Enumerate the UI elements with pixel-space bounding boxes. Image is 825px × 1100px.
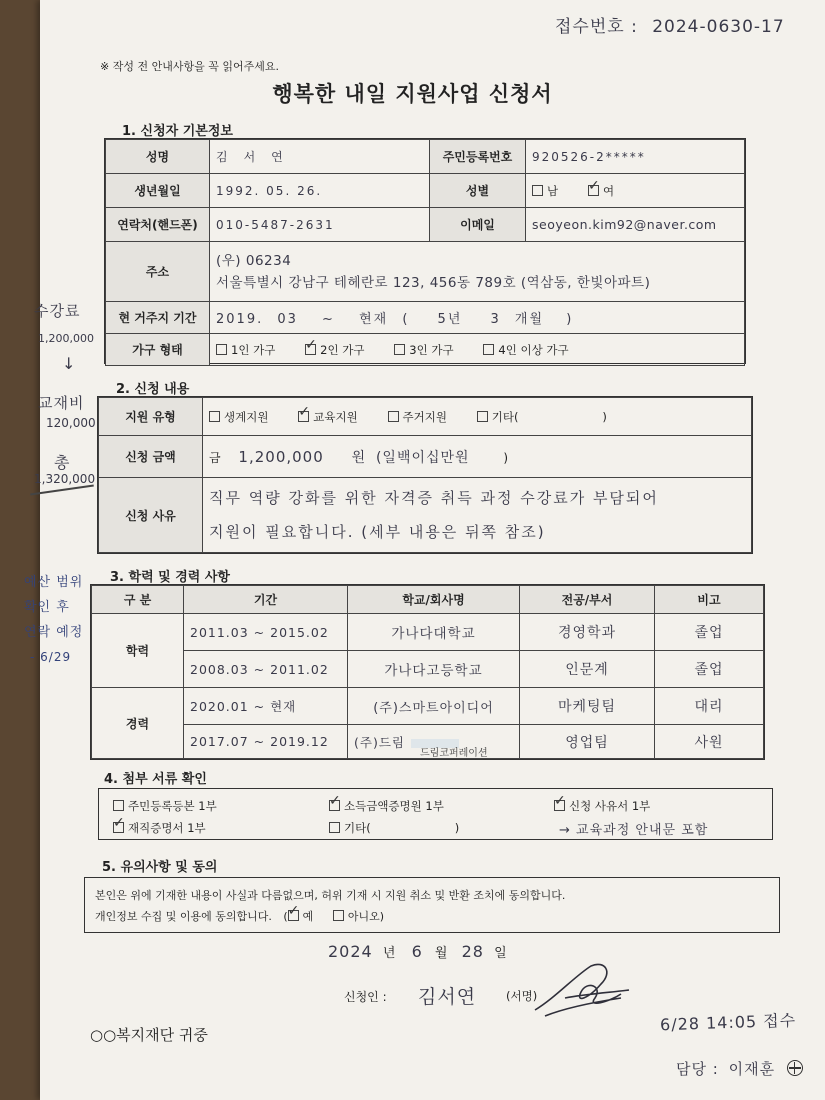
career-label: 경력 [92,688,184,759]
agree-no-label: 아니오 [347,910,380,923]
support-option-label: 기타( [491,409,519,424]
email-value: seoyeon.kim92@naver.com [526,208,745,242]
attachments-box [98,788,773,840]
notice-text: ※ 작성 전 안내사항을 꼭 읽어주세요. [100,60,279,73]
row-org: (주)스마트아이디어 [348,688,520,725]
margin-budget-1: 예산 범위 [24,575,84,590]
checkbox-icon [532,185,543,196]
gender-label: 성별 [430,174,526,208]
section-4-heading: 4. 첨부 서류 확인 [104,772,207,787]
basic-info-table [104,138,746,364]
row-dept: 마케팅팀 [520,688,655,725]
date-month-unit: 월 [434,946,448,961]
date-year: 2024 [328,942,373,961]
phone-value: 010-5487-2631 [210,208,430,242]
amount-label: 신청 금액 [99,436,203,478]
handler-label: 담당 : [676,1060,719,1078]
period-from: 2019. 03 [216,312,298,327]
support-option-living[interactable] [209,410,268,424]
applicant-name: 김서연 [418,986,477,1008]
initial-stamp-icon [787,1060,803,1076]
checked-checkbox-icon [554,800,565,811]
household-option-label: 1인 가구 [231,342,276,357]
col-header-category: 구 분 [92,586,184,614]
checked-checkbox-icon [113,822,124,833]
period-close: ) [566,312,574,327]
amount-korean: (일백이십만원 [375,449,470,466]
rrn-value: 920526-2***** [526,140,745,174]
margin-book-value: 120,000 [46,416,96,430]
period-months: 3 개월 [490,312,545,327]
row-org: 가나다고등학교 [348,651,520,688]
signature-scribble [525,958,635,1022]
agree-no-option[interactable]: 아니오) [333,910,384,923]
col-header-period: 기간 [184,586,348,614]
gender-male-label: 남 [547,183,559,198]
section-2-heading: 2. 신청 내용 [116,382,190,397]
gender-female-option[interactable] [588,184,614,198]
name-label: 성명 [106,140,210,174]
margin-total-label: 총 [54,453,71,472]
row-note: 대리 [655,688,764,725]
checkbox-icon [388,411,399,422]
agreement-box [84,877,780,933]
margin-budget-2: 확인 후 [24,600,70,615]
household-label: 가구 형태 [106,334,210,366]
period-to: 현재 ( [359,312,410,327]
request-table [97,396,753,554]
attach-arrow-note: → 교육과정 안내문 포함 [559,823,709,838]
address-label: 주소 [106,242,210,302]
attach-item-3[interactable] [554,798,650,814]
form-title: 행복한 내일 지원사업 신청서 [272,82,553,106]
email-label: 이메일 [430,208,526,242]
household-option-3[interactable] [394,343,453,357]
support-option-housing[interactable] [388,410,447,424]
support-option-education[interactable] [298,410,357,424]
gender-male-option[interactable] [532,184,558,198]
applicant-label: 신청인 : [344,990,387,1004]
recipient: ○○복지재단 귀중 [90,1026,208,1044]
attach-item-label: 소득금액증명원 1부 [344,799,444,813]
reason-label: 신청 사유 [99,478,203,553]
name-value: 김 서 연 [210,140,430,174]
checkbox-icon [216,344,227,355]
address-line: 서울특별시 강남구 테헤란로 123, 456동 789호 (역삼동, 한빛아파트) [216,274,651,291]
household-option-4[interactable] [483,343,568,357]
attach-item-label: 재직증명서 1부 [128,821,206,835]
row-period: 2020.01 ~ 현재 [184,688,348,725]
row-dept: 인문계 [520,651,655,688]
support-option-other[interactable] [477,410,519,424]
agree-yes-option[interactable]: (✓ 예 [283,910,313,923]
amount-value: 1,200,000 [238,447,324,466]
attach-item-label: 기타( [344,821,371,835]
row-org: (주)드림 [354,734,405,750]
col-header-org: 학교/회사명 [348,586,520,614]
signature-date [328,942,507,961]
checked-checkbox-icon [288,910,299,921]
row-dept: 경영학과 [520,614,655,651]
table-row [92,688,764,725]
checkbox-icon [333,910,344,921]
checkbox-icon [329,822,340,833]
amount-unit: 원 [351,449,367,466]
attach-item-label: 신청 사유서 1부 [569,799,651,813]
checkbox-icon [477,411,488,422]
row-period: 2008.03 ~ 2011.02 [184,651,348,688]
row-note: 사원 [655,725,764,759]
residence-period-label: 현 거주지 기간 [106,302,210,334]
checked-checkbox-icon [329,800,340,811]
row-period: 2017.07 ~ 2019.12 [184,725,348,759]
household-option-label: 3인 가구 [409,342,454,357]
attach-item-other[interactable] [329,820,459,836]
section-5-heading: 5. 유의사항 및 동의 [102,860,218,875]
row-note: 졸업 [655,651,764,688]
household-option-2[interactable] [305,343,364,357]
receipt-stamp-note: 6/28 14:05 접수 [659,1010,797,1035]
household-option-1[interactable] [216,343,275,357]
margin-arrow: ↓ [62,354,77,373]
org-correction: 드림코퍼레이션 [420,748,488,759]
date-month: 6 [411,942,423,961]
residence-period-value [210,302,745,334]
attach-item-2[interactable] [329,798,444,814]
table-row [92,651,764,688]
checked-checkbox-icon [588,185,599,196]
agree-yes-label: 예 [302,910,314,923]
receipt-value: 2024-0630-17 [652,17,785,37]
birth-value: 1992. 05. 26. [210,174,430,208]
rrn-label: 주민등록번호 [430,140,526,174]
reason-line-2: 지원이 필요합니다. (세부 내용은 뒤쪽 참조) [209,523,546,541]
support-option-label: 생계지원 [224,409,269,424]
checked-checkbox-icon [298,411,309,422]
handler-name: 이재훈 [728,1060,776,1078]
support-option-label: 주거지원 [402,409,447,424]
row-org: 가나다대학교 [348,614,520,651]
date-day: 28 [461,942,484,961]
col-header-dept: 전공/부서 [520,586,655,614]
sign-label: (서명) [506,989,538,1003]
checkbox-icon [394,344,405,355]
margin-book-label: 교재비 [38,394,85,412]
agreement-line-2-group [95,908,384,924]
education-label: 학력 [92,614,184,688]
table-row [92,725,764,759]
margin-budget-4: - 6/29 [30,650,72,664]
checkbox-icon [483,344,494,355]
section-3-heading: 3. 학력 및 경력 사항 [110,570,230,585]
date-year-unit: 년 [382,946,396,961]
margin-budget-3: 연락 예정 [24,625,84,640]
receipt-number [555,12,785,37]
period-years: 5년 [437,312,463,327]
attach-item-1[interactable] [113,798,217,814]
amount-prefix: 금 [209,450,221,465]
household-option-label: 4인 이상 가구 [498,342,569,357]
agreement-line-2: 개인정보 수집 및 이용에 동의합니다. [95,910,272,923]
checkbox-icon [209,411,220,422]
history-table [90,584,765,760]
amount-close: ) [503,450,509,465]
support-other-close: ) [602,409,607,424]
handler [676,1058,803,1079]
attach-other-close: ) [454,821,460,835]
margin-total-value: 1,320,000 [34,472,96,486]
date-day-unit: 일 [494,946,507,961]
phone-label: 연락처(핸드폰) [106,208,210,242]
checked-checkbox-icon [305,344,316,355]
address-zip: (우) 06234 [216,252,292,269]
attach-item-label: 주민등록등본 1부 [128,799,217,813]
row-note: 졸업 [655,614,764,651]
margin-fee-value: 1,200,000 [38,332,94,345]
section-1-heading: 1. 신청자 기본정보 [122,124,233,139]
row-period: 2011.03 ~ 2015.02 [184,614,348,651]
reason-line-1: 직무 역량 강화를 위한 자격증 취득 과정 수강료가 부담되어 [209,489,659,507]
checkbox-icon [113,800,124,811]
support-type-label: 지원 유형 [99,398,203,436]
agreement-line-1: 본인은 위에 기재한 내용이 사실과 다름없으며, 허위 기재 시 지원 취소 및 반환 조치에 동의합니다. [95,889,566,902]
attach-item-4[interactable] [113,820,206,836]
margin-fee-label: 수강료 [34,302,81,320]
household-option-label: 2인 가구 [320,342,365,357]
support-option-label: 교육지원 [313,409,358,424]
row-dept: 영업팀 [520,725,655,759]
receipt-label: 접수번호 : [555,17,638,37]
gender-female-label: 여 [602,183,615,198]
period-tilde: ~ [322,312,335,327]
row-org-cell [348,725,520,759]
col-header-note: 비고 [655,586,764,614]
table-row [92,614,764,651]
birth-label: 생년월일 [106,174,210,208]
